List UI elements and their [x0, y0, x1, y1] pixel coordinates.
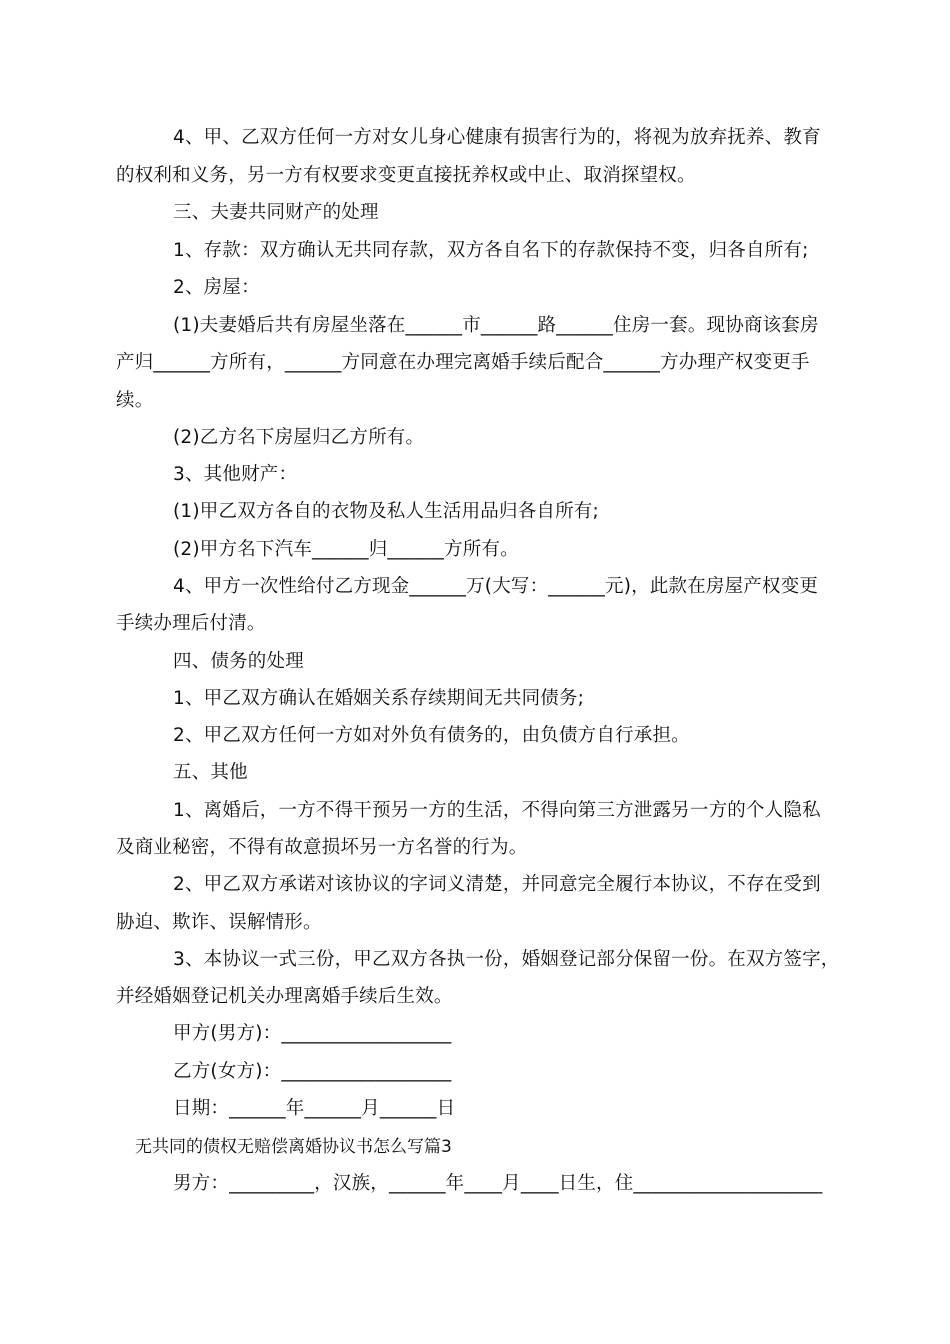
text-line: (2)乙方名下房屋归乙方所有。 [173, 427, 425, 448]
article-title: 无共同的债权无赔偿离婚协议书怎么写篇3 [135, 1137, 452, 1157]
text-line: (2)甲方名下汽车______归______方所有。 [173, 539, 519, 560]
text-line: 产归______方所有，______方同意在办理完离婚手续后配合______方办理产权变更手 [116, 352, 810, 373]
text-line: 4、甲方一次性给付乙方现金______万(大写：______元)，此款在房屋产权变更 [173, 576, 819, 597]
text-line: 的权利和义务，另一方有权要求变更直接抚养权或中止、取消探望权。 [116, 165, 696, 186]
text-line: 男方：_________，汉族，______年____月____日生，住____________________ [173, 1173, 823, 1194]
text-line: (1)夫妻婚后共有房屋坐落在______市______路______住房一套。现协商该套房 [173, 315, 819, 336]
section-heading: 三、夫妻共同财产的处理 [173, 202, 379, 223]
text-line: 1、离婚后，一方不得干预另一方的生活，不得向第三方泄露另一方的个人隐私 [173, 800, 821, 821]
section-heading: 五、其他 [173, 762, 248, 783]
text-line: (1)甲乙双方各自的衣物及私人生活用品归各自所有; [173, 501, 599, 522]
text-line: 4、甲、乙双方任何一方对女儿身心健康有损害行为的，将视为放弃抚养、教育 [173, 127, 821, 148]
text-line: 3、其他财产： [173, 464, 298, 485]
text-line: 1、存款：双方确认无共同存款，双方各自名下的存款保持不变，归各自所有; [173, 240, 809, 261]
signature-line-party-b: 乙方(女方)：__________________ [173, 1061, 452, 1082]
date-line: 日期：______年______月______日 [173, 1098, 456, 1119]
text-line: 1、甲乙双方确认在婚姻关系存续期间无共同债务; [173, 688, 585, 709]
text-line: 续。 [116, 390, 154, 411]
text-line: 2、甲乙双方任何一方如对外负有债务的，由负债方自行承担。 [173, 725, 690, 746]
text-line: 胁迫、欺诈、误解情形。 [116, 912, 322, 933]
text-line: 2、甲乙双方承诺对该协议的字词义清楚，并同意完全履行本协议，不存在受到 [173, 874, 821, 895]
text-line: 并经婚姻登记机关办理离婚手续后生效。 [116, 986, 453, 1007]
text-line: 手续办理后付清。 [116, 613, 266, 634]
signature-line-party-a: 甲方(男方)：__________________ [173, 1023, 452, 1044]
text-line: 及商业秘密，不得有故意损坏另一方名誉的行为。 [116, 837, 528, 858]
text-line: 2、房屋： [173, 277, 260, 298]
section-heading: 四、债务的处理 [173, 651, 304, 672]
text-line: 3、本协议一式三份，甲乙双方各执一份，婚姻登记部分保留一份。在双方签字， [173, 949, 840, 970]
